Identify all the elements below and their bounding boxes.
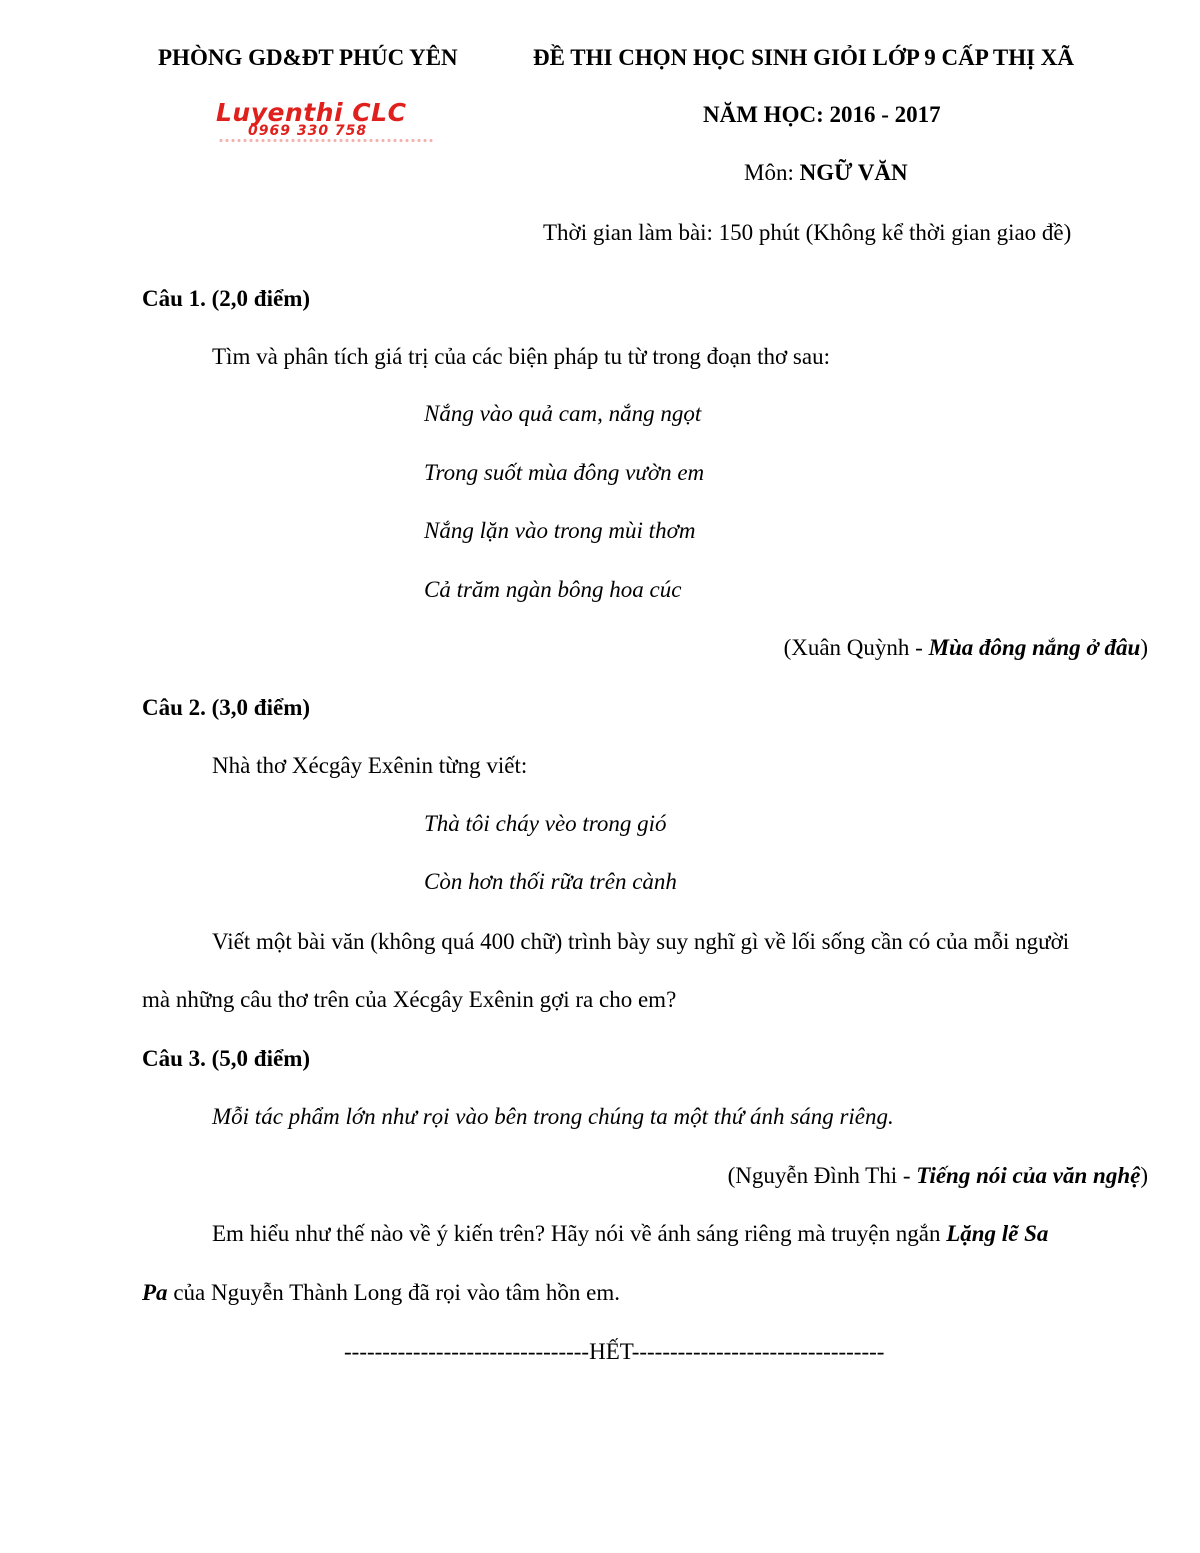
subject-line — [744, 158, 908, 188]
poem-line: Trong suốt mùa đông vườn em — [424, 460, 705, 485]
school-year: NĂM HỌC: 2016 - 2017 — [703, 102, 941, 127]
source-author: (Nguyễn Đình Thi - — [727, 1163, 917, 1188]
source-title: Mùa đông nắng ở đâu — [928, 635, 1141, 660]
source-author: (Xuân Quỳnh - — [783, 635, 929, 660]
story-title-part-1: Lặng lẽ Sa — [946, 1221, 1049, 1246]
question-2-task-line-1: Viết một bài văn (không quá 400 chữ) trình bày suy nghĩ gì về lối sống cần có của mỗi người — [212, 929, 1070, 954]
question-3-quote: Mỗi tác phẩm lớn như rọi vào bên trong chúng ta một thứ ánh sáng riêng. — [212, 1104, 894, 1129]
question-2-heading: Câu 2. (3,0 điểm) — [142, 695, 311, 720]
logo-phone: 0969 330 758 — [248, 123, 368, 139]
poem-line: Nắng lặn vào trong mùi thơm — [424, 518, 696, 543]
question-3-heading: Câu 3. (5,0 điểm) — [142, 1046, 311, 1071]
exam-title: ĐỀ THI CHỌN HỌC SINH GIỎI LỚP 9 CẤP THỊ XÃ — [533, 45, 1075, 70]
poem-line: Thà tôi cháy vèo trong gió — [424, 811, 667, 836]
question-3-source — [728, 1161, 1148, 1191]
time-allowed: Thời gian làm bài: 150 phút (Không kể thời gian giao đề) — [543, 220, 1072, 245]
subject-name: NGỮ VĂN — [799, 160, 908, 185]
question-3-task-line-2 — [142, 1278, 620, 1308]
question-2-task-line-2: mà những câu thơ trên của Xécgây Exênin gợi ra cho em? — [142, 987, 677, 1012]
logo-name: Luyenthi CLC — [216, 98, 407, 127]
luyenthi-logo — [212, 98, 442, 146]
poem-line: Còn hơn thối rữa trên cành — [424, 869, 677, 894]
question-1-source — [784, 633, 1148, 663]
question-1-prompt: Tìm và phân tích giá trị của các biện pháp tu từ trong đoạn thơ sau: — [212, 344, 830, 369]
task-text: Em hiểu như thế nào về ý kiến trên? Hãy nói về ánh sáng riêng mà truyện ngắn — [212, 1221, 947, 1246]
logo-underline — [218, 139, 433, 142]
end-marker: --------------------------------HẾT--------------------------------- — [344, 1339, 885, 1364]
poem-line: Nắng vào quả cam, nắng ngọt — [424, 401, 702, 426]
source-close: ) — [1140, 635, 1148, 660]
question-3-task-line-1 — [212, 1219, 1048, 1249]
story-title-part-2: Pa — [142, 1280, 168, 1305]
question-1-heading: Câu 1. (2,0 điểm) — [142, 286, 311, 311]
source-close: ) — [1140, 1163, 1148, 1188]
department-name: PHÒNG GD&ĐT PHÚC YÊN — [158, 45, 458, 70]
task-text: của Nguyễn Thành Long đã rọi vào tâm hồn em. — [167, 1280, 620, 1305]
source-title: Tiếng nói của văn nghệ — [916, 1163, 1141, 1188]
subject-label: Môn: — [744, 160, 800, 185]
poem-line: Cả trăm ngàn bông hoa cúc — [424, 577, 682, 602]
question-2-intro: Nhà thơ Xécgây Exênin từng viết: — [212, 753, 528, 778]
